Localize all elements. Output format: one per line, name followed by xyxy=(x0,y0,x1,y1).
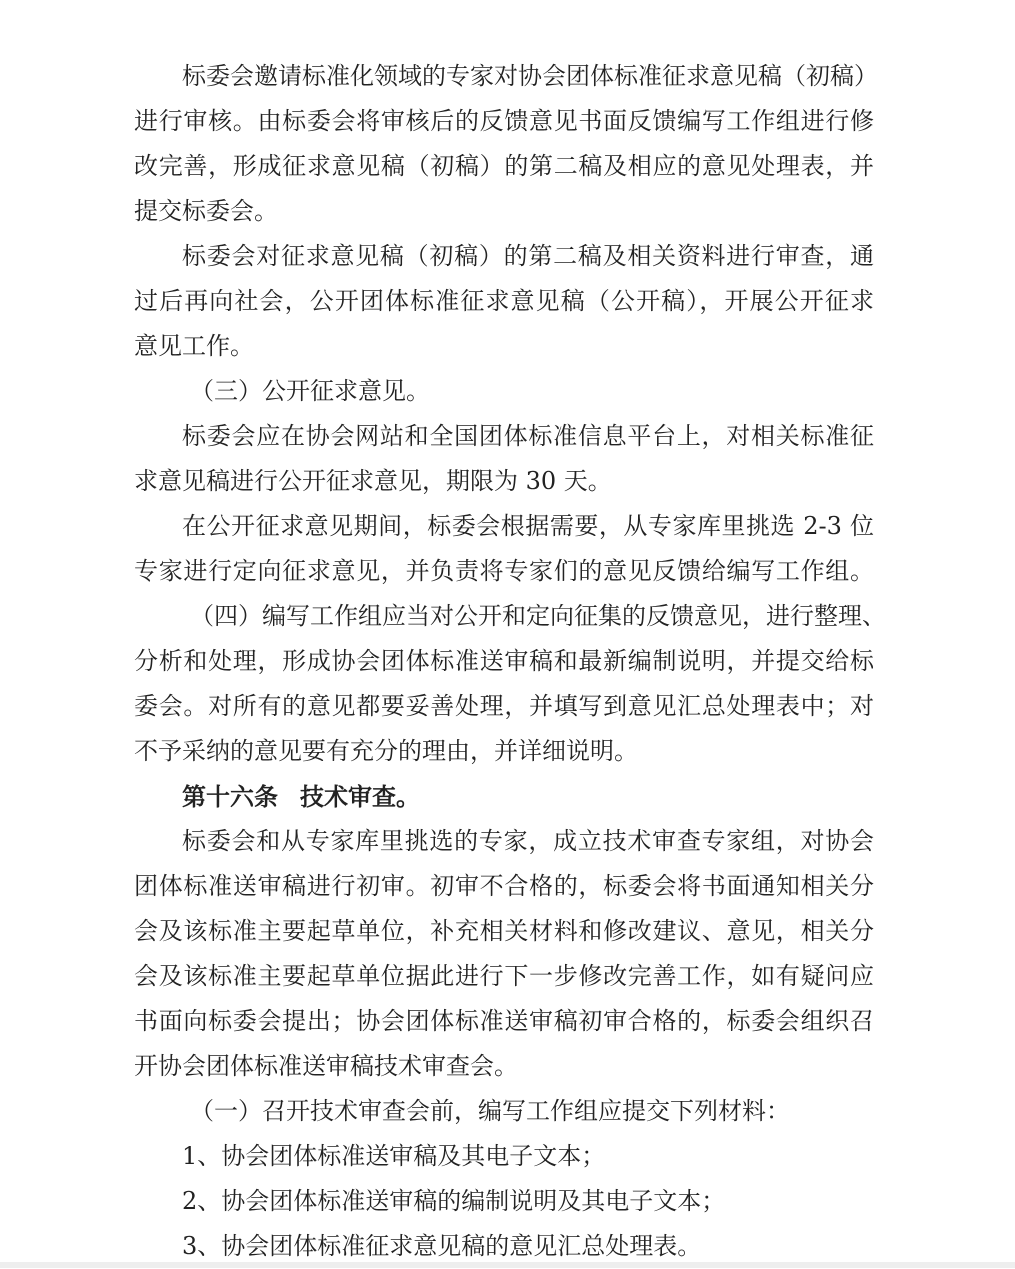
paragraph-line: 专家进行定向征求意见，并负责将专家们的意见反馈给编写工作组。 xyxy=(134,557,874,585)
paragraph-line: 团体标准送审稿进行初审。初审不合格的，标委会将书面通知相关分 xyxy=(134,872,874,900)
document-body xyxy=(134,54,886,1269)
paragraph-line: 会及该标准主要起草单位据此进行下一步修改完善工作，如有疑问应 xyxy=(134,962,874,990)
paragraph-line: 进行审核。由标委会将审核后的反馈意见书面反馈编写工作组进行修 xyxy=(134,107,874,135)
list-item: 3、协会团体标准征求意见稿的意见汇总处理表。 xyxy=(182,1232,702,1260)
paragraph-line: 标委会对征求意见稿（初稿）的第二稿及相关资料进行审查，通 xyxy=(182,242,874,270)
paragraph-line: 委会。对所有的意见都要妥善处理，并填写到意见汇总处理表中；对 xyxy=(134,692,874,720)
paragraph-line: 标委会邀请标准化领域的专家对协会团体标准征求意见稿（初稿） xyxy=(182,62,878,90)
list-item: 2、协会团体标准送审稿的编制说明及其电子文本； xyxy=(182,1187,726,1215)
paragraph-line: 标委会和从专家库里挑选的专家，成立技术审查专家组，对协会 xyxy=(182,827,874,855)
paragraph-line: 意见工作。 xyxy=(134,332,254,360)
paragraph-line: 过后再向社会，公开团体标准征求意见稿（公开稿），开展公开征求 xyxy=(134,287,874,315)
paragraph-line: 会及该标准主要起草单位，补充相关材料和修改建议、意见，相关分 xyxy=(134,917,874,945)
paragraph-line: 开协会团体标准送审稿技术审查会。 xyxy=(134,1052,518,1080)
subsection-heading: （一）召开技术审查会前，编写工作组应提交下列材料： xyxy=(190,1097,790,1125)
paragraph-line: 求意见稿进行公开征求意见，期限为 30 天。 xyxy=(134,467,612,495)
paragraph-line: 提交标委会。 xyxy=(134,197,278,225)
article-title: 技术审查。 xyxy=(300,782,420,811)
article-number: 第十六条 xyxy=(182,782,278,811)
paragraph-line: 分析和处理，形成协会团体标准送审稿和最新编制说明，并提交给标 xyxy=(134,647,874,675)
article-heading xyxy=(134,774,874,819)
paragraph-line: 改完善，形成征求意见稿（初稿）的第二稿及相应的意见处理表，并 xyxy=(134,152,874,180)
paragraph-line: 标委会应在协会网站和全国团体标准信息平台上，对相关标准征 xyxy=(182,422,874,450)
subsection-heading: （三）公开征求意见。 xyxy=(190,377,430,405)
list-item: 1、协会团体标准送审稿及其电子文本； xyxy=(182,1142,606,1170)
paragraph-line: （四）编写工作组应当对公开和定向征集的反馈意见，进行整理、 xyxy=(190,602,886,630)
page-bottom-edge xyxy=(0,1262,1015,1268)
paragraph-line: 不予采纳的意见要有充分的理由，并详细说明。 xyxy=(134,737,638,765)
paragraph-line: 在公开征求意见期间，标委会根据需要，从专家库里挑选 2-3 位 xyxy=(182,512,874,540)
paragraph-line: 书面向标委会提出；协会团体标准送审稿初审合格的，标委会组织召 xyxy=(134,1007,874,1035)
